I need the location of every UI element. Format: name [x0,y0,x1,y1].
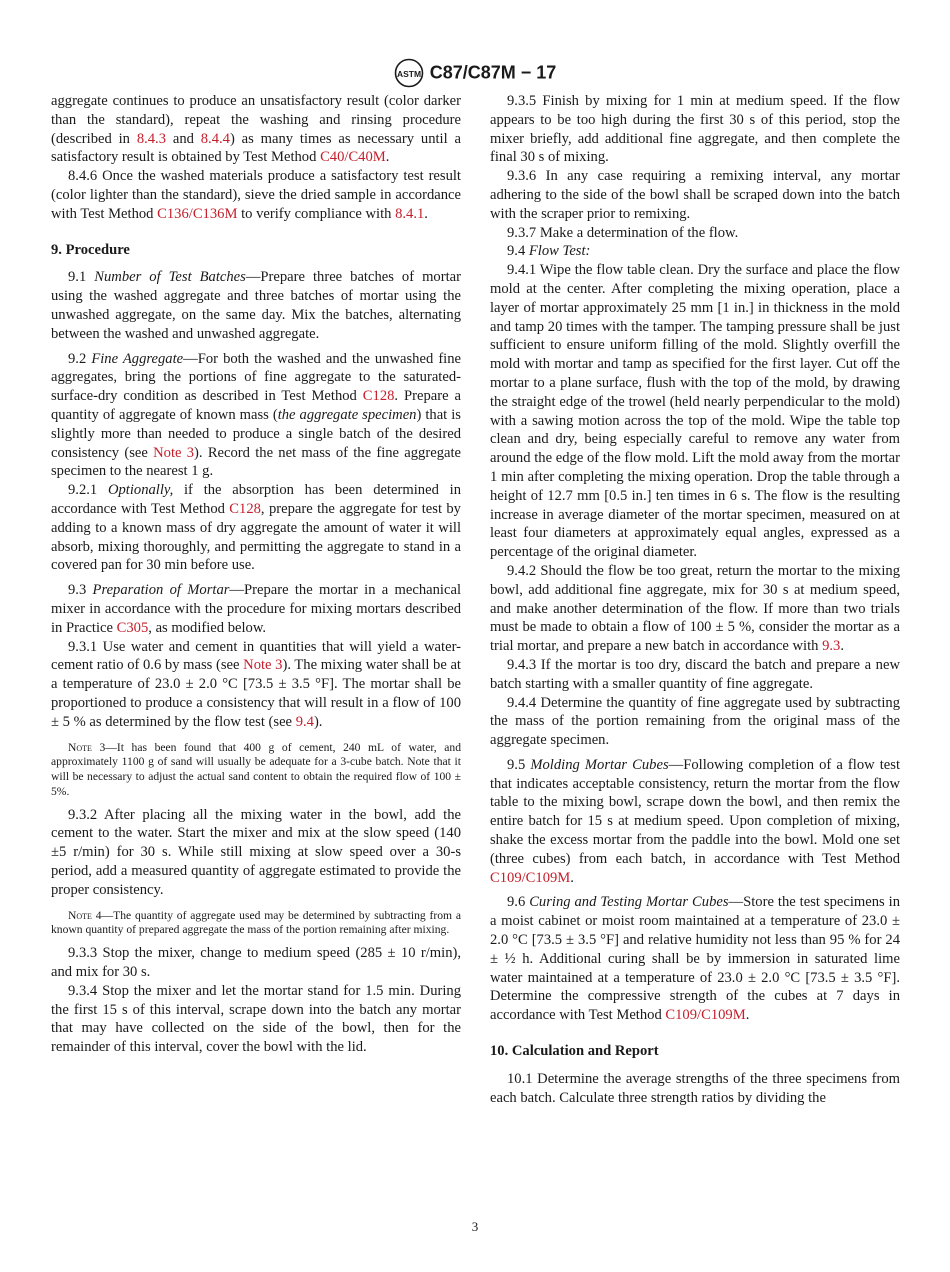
link-c109-b[interactable]: C109/C109M [665,1007,746,1024]
link-c128-b[interactable]: C128 [229,500,261,517]
link-c109[interactable]: C109/C109M [490,869,571,886]
astm-logo-icon [394,58,424,88]
paragraph-9-4-2: 9.4.2 Should the flow be too great, return the mortar to the mixing bowl, add additional fine aggregate, mix for 30 s at medium speed, and make another determination of the flow. If more than two trials must be made to obtain a flow of 100 ± 5 %, consider the mortar as a trial mortar, and prepare a new batch in accordance with 9.3. [490,562,900,655]
paragraph-9-3-3: 9.3.3 Stop the mixer, change to medium speed (285 ± 10 r/min), and mix for 30 s. [51,945,461,981]
paragraph-9-2-1: 9.2.1 Optionally, if the absorption has been determined in accordance with Test Method C128, prepare the aggregate for test by adding to a known mass of dry aggregate the amount of water it will absorb, mixing thoroughly, and permitting the aggregate to stand in a covered pan for 30 min before use. [51,482,461,574]
link-note-3[interactable]: Note 3 [153,444,195,461]
paragraph-10-1: 10.1 Determine the average strengths of the three specimens from each batch. Calculate three strength ratios by dividing the [490,1070,900,1106]
paragraph-9-4: 9.4 Flow Test: [507,243,591,260]
right-column [490,92,900,1107]
section-heading-procedure: 9. Procedure [51,241,130,258]
paragraph-9-4-4: 9.4.4 Determine the quantity of fine aggregate used by subtracting the mass of the portion remaining from the original mass of the aggregate specimen. [490,694,900,749]
svg-text:ASTM: ASTM [396,69,421,79]
note-3: Note 3—It has been found that 400 g of cement, 240 mL of water, and approximately 1100 g of sand will usually be adequate for a 3-cube batch. Note that it will be necessary to adjust the actual sand content to obtain the required flow of 100 ± 5%. [51,740,461,798]
link-c136[interactable]: C136/C136M [157,205,238,222]
paragraph-9-4-3: 9.4.3 If the mortar is too dry, discard the batch and prepare a new batch starting with a smaller quantity of fine aggregate. [490,656,900,692]
note-4: Note 4—The quantity of aggregate used may be determined by subtracting from a known quantity of prepared aggregate the mass of the portion remaining after mixing. [51,908,461,937]
paragraph-9-3-2: 9.3.2 After placing all the mixing water in the bowl, add the cement to the water. Start the mixer and mix at the slow speed (140 ±5 r/min) for 30 s. While still mixing at slow speed over a 30-s period, add a measured quantity of aggregate estimated to provide the proper consistency. [51,806,461,898]
paragraph-8-4-5-continued: aggregate continues to produce an unsatisfactory result (color darker than the standard), repeat the washing and rinsing procedure (described in 8.4.3 and 8.4.4) as many times as necessary until a satisfactory result is obtained by Test Method C40/C40M. [51,93,461,166]
link-c305[interactable]: C305 [116,619,149,636]
link-c128[interactable]: C128 [362,388,395,405]
paragraph-9-3: 9.3 Preparation of Mortar—Prepare the mortar in a mechanical mixer in accordance with the procedure for mixing mortars described in Practice C305, as modified below. [51,582,461,636]
paragraph-9-4-1: 9.4.1 Wipe the flow table clean. Dry the surface and place the flow mold at the center. After completing the mixing operation, place a layer of mortar approximately 25 mm [1 in.] in thickness in the mold and tamp 20 times with the tamper. The tamping pressure shall be just sufficient to ensure uniform filling of the mold. Slightly overfill the mold with mortar and tamp as specified for the first layer. Cut off the mortar to a plane surface, flush with the top of the mold, by drawing the straight edge of the trowel (held nearly perpendicular to the mold) with a sawing motion across the top of the mold. Wipe the table top clean and dry, being especially careful to remove any water from around the edge of the flow mold. Lift the mold away from the mortar 1 min after completing the mixing operation. Drop the table through a height of 12.7 mm [0.5 in.] ten times in 6 s. The flow is the resulting increase in average diameter of the mortar specimen, measured on at least four diameters at approximately equal angles, expressed as a percentage of the original diameter. [490,262,900,561]
paragraph-9-1: 9.1 Number of Test Batches—Prepare three batches of mortar using the washed aggregate and three batches of mortar using the unwashed aggregate, on the same day. Mix the batches, alternating between the washed and unwashed aggregate. [51,269,461,342]
link-c40[interactable]: C40/C40M [320,149,386,166]
designation-title: C87/C87M − 17 [429,62,557,83]
page-number: 3 [471,1219,479,1234]
paragraph-9-3-5: 9.3.5 Finish by mixing for 1 min at medium speed. If the flow appears to be too high during the first 30 s of this period, stop the mixer briefly, add additional fine aggregate, and then complete the final 30 s of mixing. [490,93,900,166]
paragraph-9-2: 9.2 Fine Aggregate—For both the washed and the unwashed fine aggregates, bring the portions of fine aggregate to the saturated-surface-dry condition as described in Test Method C128. Prepare a quantity of aggregate of known mass (the aggregate specimen) that is slightly more than needed to produce a single batch of the desired consistency (see Note 3). Record the net mass of the fine aggregate specimen to the nearest 1 g. [51,350,462,480]
paragraph-9-3-6: 9.3.6 In any case requiring a remixing interval, any mortar adhering to the side of the bowl shall be scraped down into the batch with the scraper prior to remixing. [490,168,900,222]
paragraph-9-6: 9.6 Curing and Testing Mortar Cubes—Store the test specimens in a moist cabinet or moist room maintained at a temperature of 23.0 ± 2.0 °C [73.5 ± 3.5 °F] and relative humidity not less than 95 % for 24 ± ½ h. Additional curing shall be by immersion in saturated lime water maintained at a temperature of 23.0 ± 2.0 °C [73.5 ± 3.5 °F]. Determine the compressive strength of the cubes at 7 days in accordance with Test Method C109/C109M. [490,894,900,1024]
link-8-4-3[interactable]: 8.4.3 [136,130,166,147]
section-heading-calculation: 10. Calculation and Report [490,1043,659,1060]
paragraph-9-3-4: 9.3.4 Stop the mixer and let the mortar stand for 1.5 min. During the first 15 s of this interval, scrape down into the batch any mortar that may have collected on the side of the bowl, then for the remainder of this interval, cover the bowl with the lid. [51,982,461,1056]
paragraph-9-5: 9.5 Molding Mortar Cubes—Following completion of a flow test that indicates acceptable consistency, return the mortar from the flow table to the mixing bowl, scrape down the bowl, and then remix the entire batch for 15 s at medium speed. Upon completion of mixing, shake the excess mortar from the paddle into the bowl. Mold one set (three cubes) from each batch, in accordance with Test Method C109/C109M. [490,756,901,886]
link-9-3[interactable]: 9.3 [822,638,841,655]
paragraph-9-3-7: 9.3.7 Make a determination of the flow. [507,224,739,241]
link-note-3-b[interactable]: Note 3 [243,657,283,674]
link-9-4[interactable]: 9.4 [295,713,314,730]
link-8-4-4[interactable]: 8.4.4 [200,130,230,147]
paragraph-8-4-6: 8.4.6 Once the washed materials produce a satisfactory test result (color lighter than the standard), sieve the dried sample in accordance with Test Method C136/C136M to verify compliance with 8.4.1. [51,168,461,222]
left-column [51,92,461,1057]
page-header [0,58,950,88]
paragraph-9-3-1: 9.3.1 Use water and cement in quantities that will yield a water-cement ratio of 0.6 by mass (see Note 3). The mixing water shall be at a temperature of 23.0 ± 2.0 °C [73.5 ± 3.5 °F]. The mortar shall be proportioned to produce a consistency that will result in a flow of 100 ± 5 % as determined by the flow test (see 9.4). [51,638,461,730]
link-8-4-1[interactable]: 8.4.1 [395,205,425,222]
